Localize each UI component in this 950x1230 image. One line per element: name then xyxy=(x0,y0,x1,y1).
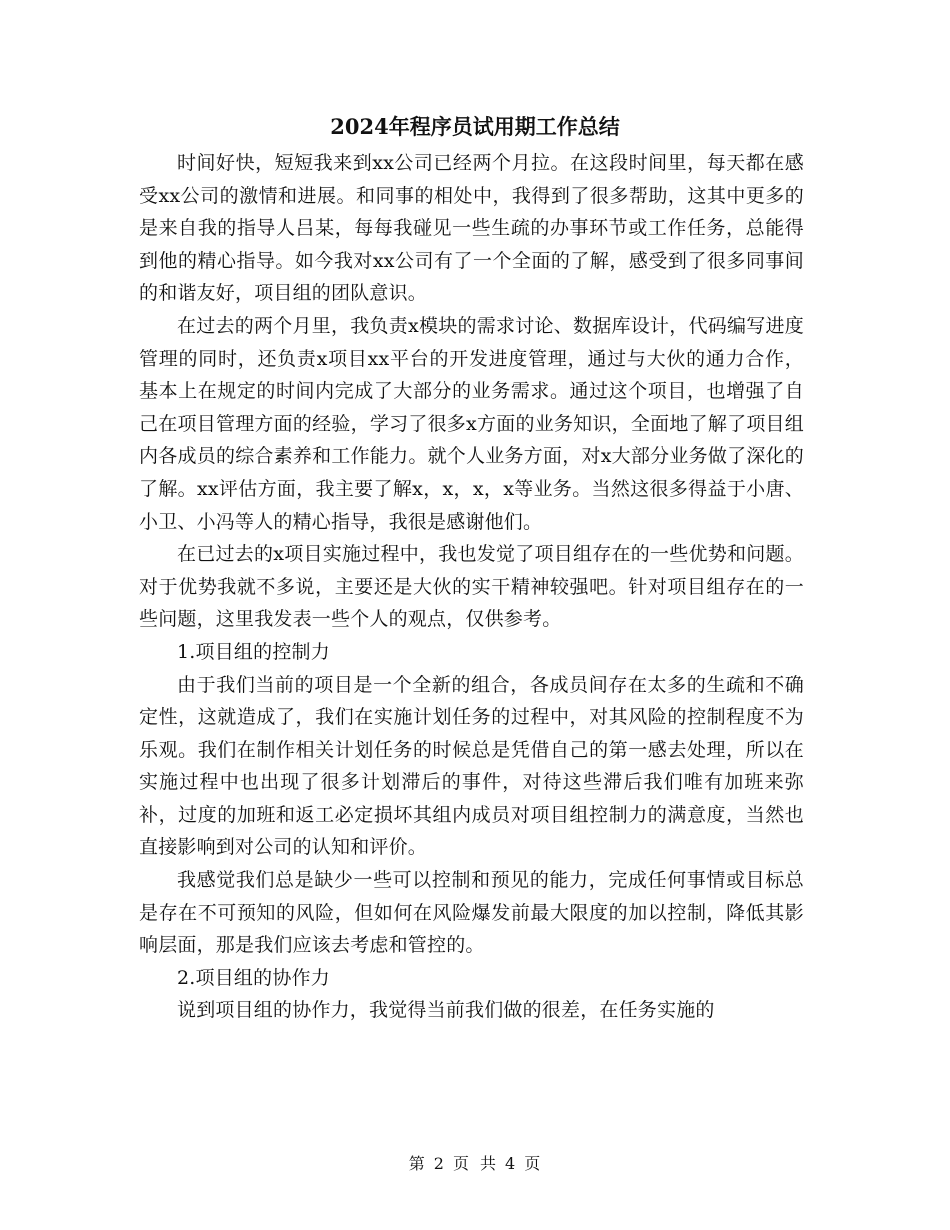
total-pages: 4 xyxy=(505,1154,517,1173)
document-title: 2024年程序员试用期工作总结 xyxy=(330,114,620,139)
page-footer xyxy=(0,1152,950,1176)
section-heading: 2.项目组的协作力 xyxy=(177,966,330,989)
paragraph: 说到项目组的协作力，我觉得当前我们做的很差，在任务实施的 xyxy=(177,999,715,1022)
section-heading: 1.项目组的控制力 xyxy=(177,640,330,663)
page-number: 2 xyxy=(433,1154,445,1173)
page-label-prefix: 第 xyxy=(408,1154,426,1173)
document-body xyxy=(139,147,804,1027)
page-label-mid: 页 共 xyxy=(452,1154,498,1173)
paragraph: 我感觉我们总是缺少一些可以控制和预见的能力，完成任何事情或目标总是存在不可预知的风险，但如何在风险爆发前最大限度的加以控制，降低其影响层面，那是我们应该去考虑和管控的。 xyxy=(139,869,804,957)
page-label-suffix: 页 xyxy=(524,1154,542,1173)
paragraph: 在已过去的x项目实施过程中，我也发觉了项目组存在的一些优势和问题。对于优势我就不多说，主要还是大伙的实干精神较强吧。针对项目组存在的一些问题，这里我发表一些个人的观点，仅供参考。 xyxy=(139,543,804,631)
paragraph: 由于我们当前的项目是一个全新的组合，各成员间存在太多的生疏和不确定性，这就造成了，我们在实施计划任务的过程中，对其风险的控制程度不为乐观。我们在制作相关计划任务的时候总是凭借自己的第一感去处理，所以在实施过程中也出现了很多计划滞后的事件，对待这些滞后我们唯有加班来弥补，过度的加班和返工必定损坏其组内成员对项目组控制力的满意度，当然也直接影响到对公司的认知和评价。 xyxy=(139,673,804,859)
paragraph: 在过去的两个月里，我负责x模块的需求讨论、数据库设计，代码编写进度管理的同时，还负责x项目xx平台的开发进度管理，通过与大伙的通力合作，基本上在规定的时间内完成了大部分的业务需求。通过这个项目，也增强了自己在项目管理方面的经验，学习了很多x方面的业务知识，全面地了解了项目组内各成员的综合素养和工作能力。就个人业务方面，对x大部分业务做了深化的了解。xx评估方面，我主要了解x，x，x，x等业务。当然这很多得益于小唐、小卫、小冯等人的精心指导，我很是感谢他们。 xyxy=(139,314,804,533)
paragraph: 时间好快，短短我来到xx公司已经两个月拉。在这段时间里，每天都在感受xx公司的激情和进展。和同事的相处中，我得到了很多帮助，这其中更多的是来自我的指导人吕某，每每我碰见一些生疏的办事环节或工作任务，总能得到他的精心指导。如今我对xx公司有了一个全面的了解，感受到了很多同事间的和谐友好，项目组的团队意识。 xyxy=(139,152,804,305)
